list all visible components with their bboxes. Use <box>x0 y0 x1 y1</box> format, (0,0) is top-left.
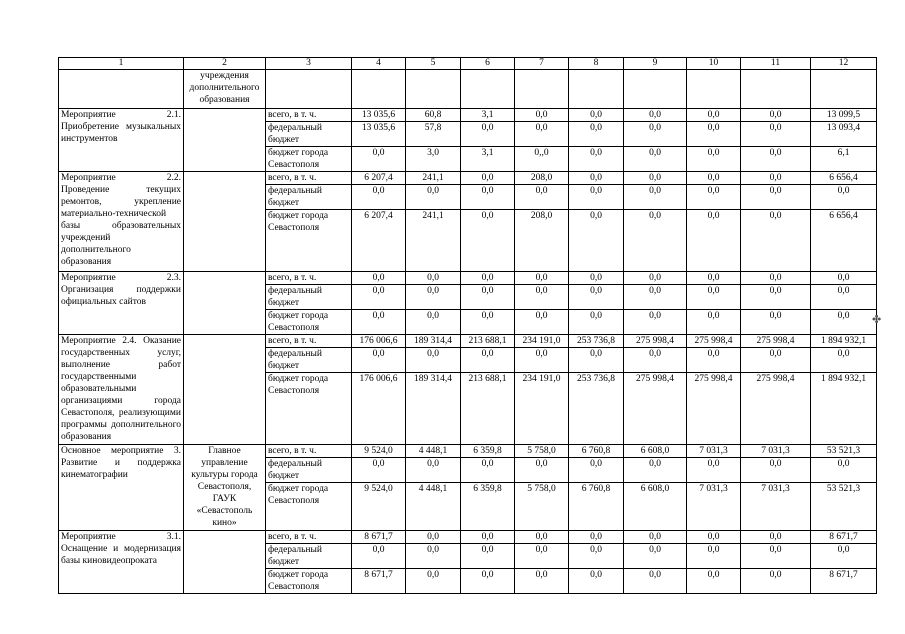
value-cell: 0,0 <box>352 458 406 483</box>
value-cell: 0,0 <box>406 185 461 210</box>
value-cell <box>624 70 687 109</box>
value-cell: 0,0 <box>687 348 741 373</box>
value-cell: 0,0 <box>515 544 569 569</box>
value-cell: 0,0 <box>515 185 569 210</box>
value-cell: 4 448,1 <box>406 445 461 458</box>
value-cell: 0,0 <box>569 272 624 285</box>
funding-source-cell: всего, в т. ч. <box>266 531 352 544</box>
value-cell: 13 093,4 <box>811 122 877 147</box>
value-cell: 0,0 <box>624 531 687 544</box>
table-row <box>59 335 877 348</box>
value-cell: 0,0 <box>624 185 687 210</box>
value-cell: 6 207,4 <box>352 210 406 272</box>
value-cell: 0,0 <box>741 172 811 185</box>
value-cell: 0,0 <box>569 458 624 483</box>
value-cell <box>687 70 741 109</box>
value-cell: 0,0 <box>811 458 877 483</box>
value-cell: 0,0 <box>569 185 624 210</box>
value-cell: 0,0 <box>624 310 687 335</box>
value-cell: 0,0 <box>515 531 569 544</box>
value-cell: 0,0 <box>352 147 406 172</box>
value-cell: 8 671,7 <box>352 531 406 544</box>
value-cell: 8 671,7 <box>811 531 877 544</box>
value-cell: 0,0 <box>352 348 406 373</box>
measure-name-cell: Основное мероприятие 3. Развитие и поддержка кинематографии <box>59 445 184 531</box>
value-cell: 53 521,3 <box>811 483 877 531</box>
funding-source-cell: бюджет города Севастополя <box>266 569 352 594</box>
value-cell: 0,0 <box>811 310 877 335</box>
value-cell: 275 998,4 <box>624 335 687 348</box>
value-cell: 0,0 <box>624 172 687 185</box>
value-cell: 8 671,7 <box>352 569 406 594</box>
funding-source-cell: всего, в т. ч. <box>266 172 352 185</box>
value-cell: 3,1 <box>461 147 515 172</box>
value-cell: 53 521,3 <box>811 445 877 458</box>
value-cell: 0,0 <box>811 348 877 373</box>
value-cell: 0,0 <box>406 348 461 373</box>
value-cell: 189 314,4 <box>406 373 461 445</box>
value-cell: 60,8 <box>406 109 461 122</box>
value-cell: 0,0 <box>687 531 741 544</box>
value-cell: 0,0 <box>811 285 877 310</box>
value-cell: 5 758,0 <box>515 445 569 458</box>
value-cell: 0,0 <box>741 272 811 285</box>
value-cell: 3,1 <box>461 109 515 122</box>
value-cell: 0,0 <box>687 185 741 210</box>
value-cell: 6,1 <box>811 147 877 172</box>
funding-source-cell: федеральный бюджет <box>266 544 352 569</box>
executor-cell: Главное управление культуры города Севастополя, ГАУК «Севастополь кино» <box>184 445 266 531</box>
value-cell: 0,0 <box>741 210 811 272</box>
value-cell <box>515 70 569 109</box>
value-cell: 0,0 <box>569 285 624 310</box>
executor-cell: учреждения дополнительного образования <box>184 70 266 109</box>
value-cell: 253 736,8 <box>569 335 624 348</box>
funding-source-cell: бюджет города Севастополя <box>266 310 352 335</box>
value-cell: 57,8 <box>406 122 461 147</box>
value-cell: 234 191,0 <box>515 335 569 348</box>
value-cell: 1 894 932,1 <box>811 373 877 445</box>
value-cell: 0,0 <box>461 172 515 185</box>
value-cell: 5 758,0 <box>515 483 569 531</box>
executor-cell <box>184 272 266 335</box>
value-cell: 0,0 <box>687 310 741 335</box>
value-cell: 275 998,4 <box>687 335 741 348</box>
value-cell: 0,0 <box>687 458 741 483</box>
value-cell <box>741 70 811 109</box>
table-row <box>59 445 877 458</box>
value-cell: 0,0 <box>515 272 569 285</box>
value-cell: 6 760,8 <box>569 483 624 531</box>
funding-source-cell: федеральный бюджет <box>266 458 352 483</box>
value-cell: 0,0 <box>624 210 687 272</box>
funding-source-cell: всего, в т. ч. <box>266 445 352 458</box>
margin-mark: ✤ <box>872 313 882 326</box>
value-cell: 208,0 <box>515 210 569 272</box>
value-cell: 0,0 <box>515 122 569 147</box>
measure-name-cell: Мероприятие 2.2. Проведение текущих ремонтов, укрепление материально-технической базы образовательных учреждений дополнительного образования <box>59 172 184 272</box>
value-cell: 0,0 <box>515 569 569 594</box>
continuation-row <box>59 70 877 109</box>
value-cell: 0,0 <box>624 569 687 594</box>
measure-name-cell: Мероприятие 2.3. Организация поддержки официальных сайтов <box>59 272 184 335</box>
value-cell: 9 524,0 <box>352 483 406 531</box>
value-cell: 0,0 <box>624 348 687 373</box>
value-cell: 6 608,0 <box>624 445 687 458</box>
executor-cell <box>184 531 266 594</box>
value-cell: 0,0 <box>569 172 624 185</box>
value-cell: 7 031,3 <box>687 445 741 458</box>
value-cell: 0,0 <box>624 109 687 122</box>
value-cell: 0,0 <box>687 147 741 172</box>
value-cell: 13 035,6 <box>352 109 406 122</box>
header-cell: 2 <box>184 58 266 70</box>
value-cell: 0,0 <box>687 285 741 310</box>
funding-source-cell: бюджет города Севастополя <box>266 210 352 272</box>
value-cell: 0,0 <box>406 458 461 483</box>
value-cell: 0,0 <box>569 348 624 373</box>
value-cell: 13 035,6 <box>352 122 406 147</box>
value-cell: 0,0 <box>741 458 811 483</box>
value-cell: 6 656,4 <box>811 210 877 272</box>
value-cell <box>352 70 406 109</box>
header-cell: 1 <box>59 58 184 70</box>
value-cell: 0,0 <box>352 285 406 310</box>
measure-name-cell: Мероприятие 3.1. Оснащение и модернизация базы киновидеопроката <box>59 531 184 594</box>
budget-table <box>58 57 877 594</box>
value-cell: 0,0 <box>352 272 406 285</box>
value-cell: 3,0 <box>406 147 461 172</box>
value-cell: 0,0 <box>406 272 461 285</box>
value-cell: 6 656,4 <box>811 172 877 185</box>
value-cell: 6 760,8 <box>569 445 624 458</box>
value-cell: 0,0 <box>569 569 624 594</box>
value-cell: 0,,0 <box>515 147 569 172</box>
value-cell: 0,0 <box>741 122 811 147</box>
value-cell: 241,1 <box>406 172 461 185</box>
header-row <box>59 58 877 70</box>
value-cell: 6 207,4 <box>352 172 406 185</box>
value-cell: 0,0 <box>741 310 811 335</box>
value-cell: 0,0 <box>406 569 461 594</box>
value-cell: 0,0 <box>741 185 811 210</box>
value-cell: 0,0 <box>687 272 741 285</box>
value-cell: 7 031,3 <box>741 445 811 458</box>
table-row <box>59 531 877 544</box>
value-cell: 0,0 <box>624 544 687 569</box>
value-cell: 0,0 <box>811 544 877 569</box>
value-cell: 0,0 <box>515 310 569 335</box>
value-cell: 0,0 <box>624 147 687 172</box>
value-cell: 0,0 <box>741 544 811 569</box>
value-cell: 13 099,5 <box>811 109 877 122</box>
value-cell: 4 448,1 <box>406 483 461 531</box>
value-cell: 0,0 <box>569 147 624 172</box>
value-cell: 0,0 <box>811 272 877 285</box>
value-cell: 0,0 <box>461 185 515 210</box>
header-cell: 12 <box>811 58 877 70</box>
value-cell: 0,0 <box>515 109 569 122</box>
funding-source-cell: бюджет города Севастополя <box>266 373 352 445</box>
value-cell: 275 998,4 <box>624 373 687 445</box>
source-cell <box>266 70 352 109</box>
header-cell: 5 <box>406 58 461 70</box>
value-cell: 0,0 <box>461 310 515 335</box>
funding-source-cell: всего, в т. ч. <box>266 109 352 122</box>
value-cell <box>406 70 461 109</box>
value-cell: 7 031,3 <box>687 483 741 531</box>
value-cell: 0,0 <box>624 272 687 285</box>
funding-source-cell: всего, в т. ч. <box>266 335 352 348</box>
value-cell: 0,0 <box>461 458 515 483</box>
value-cell: 0,0 <box>406 285 461 310</box>
value-cell: 0,0 <box>569 544 624 569</box>
value-cell: 0,0 <box>687 172 741 185</box>
name-cell <box>59 70 184 109</box>
executor-cell <box>184 335 266 445</box>
value-cell: 0,0 <box>624 122 687 147</box>
table-row <box>59 172 877 185</box>
value-cell <box>811 70 877 109</box>
value-cell: 6 608,0 <box>624 483 687 531</box>
header-cell: 3 <box>266 58 352 70</box>
value-cell: 0,0 <box>352 310 406 335</box>
header-cell: 11 <box>741 58 811 70</box>
value-cell <box>569 70 624 109</box>
value-cell: 0,0 <box>461 569 515 594</box>
header-cell: 4 <box>352 58 406 70</box>
value-cell: 0,0 <box>741 348 811 373</box>
value-cell: 189 314,4 <box>406 335 461 348</box>
value-cell: 0,0 <box>569 310 624 335</box>
value-cell: 275 998,4 <box>687 373 741 445</box>
value-cell: 253 736,8 <box>569 373 624 445</box>
header-cell: 7 <box>515 58 569 70</box>
value-cell: 275 998,4 <box>741 373 811 445</box>
funding-source-cell: федеральный бюджет <box>266 122 352 147</box>
value-cell: 213 688,1 <box>461 373 515 445</box>
value-cell: 0,0 <box>515 285 569 310</box>
value-cell: 0,0 <box>569 531 624 544</box>
value-cell: 0,0 <box>811 185 877 210</box>
value-cell: 1 894 932,1 <box>811 335 877 348</box>
value-cell: 8 671,7 <box>811 569 877 594</box>
value-cell: 0,0 <box>687 109 741 122</box>
value-cell: 0,0 <box>741 531 811 544</box>
value-cell: 0,0 <box>741 285 811 310</box>
executor-cell <box>184 172 266 272</box>
value-cell: 0,0 <box>461 210 515 272</box>
value-cell: 0,0 <box>352 544 406 569</box>
value-cell: 0,0 <box>741 109 811 122</box>
value-cell: 0,0 <box>687 210 741 272</box>
value-cell: 176 006,6 <box>352 373 406 445</box>
table-row <box>59 272 877 285</box>
value-cell: 241,1 <box>406 210 461 272</box>
value-cell: 7 031,3 <box>741 483 811 531</box>
value-cell: 0,0 <box>461 272 515 285</box>
value-cell: 0,0 <box>569 109 624 122</box>
funding-source-cell: федеральный бюджет <box>266 285 352 310</box>
value-cell: 0,0 <box>461 285 515 310</box>
value-cell: 176 006,6 <box>352 335 406 348</box>
value-cell: 213 688,1 <box>461 335 515 348</box>
value-cell: 0,0 <box>461 531 515 544</box>
table-row <box>59 109 877 122</box>
value-cell: 234 191,0 <box>515 373 569 445</box>
header-cell: 10 <box>687 58 741 70</box>
value-cell: 6 359,8 <box>461 483 515 531</box>
value-cell: 0,0 <box>741 147 811 172</box>
value-cell: 0,0 <box>624 285 687 310</box>
value-cell: 0,0 <box>569 122 624 147</box>
value-cell: 0,0 <box>461 348 515 373</box>
value-cell: 0,0 <box>461 122 515 147</box>
funding-source-cell: бюджет города Севастополя <box>266 147 352 172</box>
funding-source-cell: федеральный бюджет <box>266 348 352 373</box>
funding-source-cell: всего, в т. ч. <box>266 272 352 285</box>
header-cell: 9 <box>624 58 687 70</box>
measure-name-cell: Мероприятие 2.4. Оказание государственных услуг, выполнение работ государственными образовательными организациями города Севастополя, реализующими программы дополнительного образования <box>59 335 184 445</box>
value-cell: 0,0 <box>406 531 461 544</box>
value-cell: 208,0 <box>515 172 569 185</box>
value-cell: 0,0 <box>687 544 741 569</box>
header-cell: 6 <box>461 58 515 70</box>
value-cell: 0,0 <box>461 544 515 569</box>
funding-source-cell: бюджет города Севастополя <box>266 483 352 531</box>
value-cell: 0,0 <box>515 458 569 483</box>
value-cell: 0,0 <box>624 458 687 483</box>
value-cell: 0,0 <box>406 310 461 335</box>
value-cell <box>461 70 515 109</box>
value-cell: 275 998,4 <box>741 335 811 348</box>
value-cell: 0,0 <box>741 569 811 594</box>
measure-name-cell: Мероприятие 2.1. Приобретение музыкальных инструментов <box>59 109 184 172</box>
executor-cell <box>184 109 266 172</box>
header-cell: 8 <box>569 58 624 70</box>
value-cell: 0,0 <box>406 544 461 569</box>
value-cell: 0,0 <box>352 185 406 210</box>
value-cell: 0,0 <box>687 569 741 594</box>
funding-source-cell: федеральный бюджет <box>266 185 352 210</box>
value-cell: 6 359,8 <box>461 445 515 458</box>
value-cell: 9 524,0 <box>352 445 406 458</box>
value-cell: 0,0 <box>515 348 569 373</box>
value-cell: 0,0 <box>687 122 741 147</box>
value-cell: 0,0 <box>569 210 624 272</box>
